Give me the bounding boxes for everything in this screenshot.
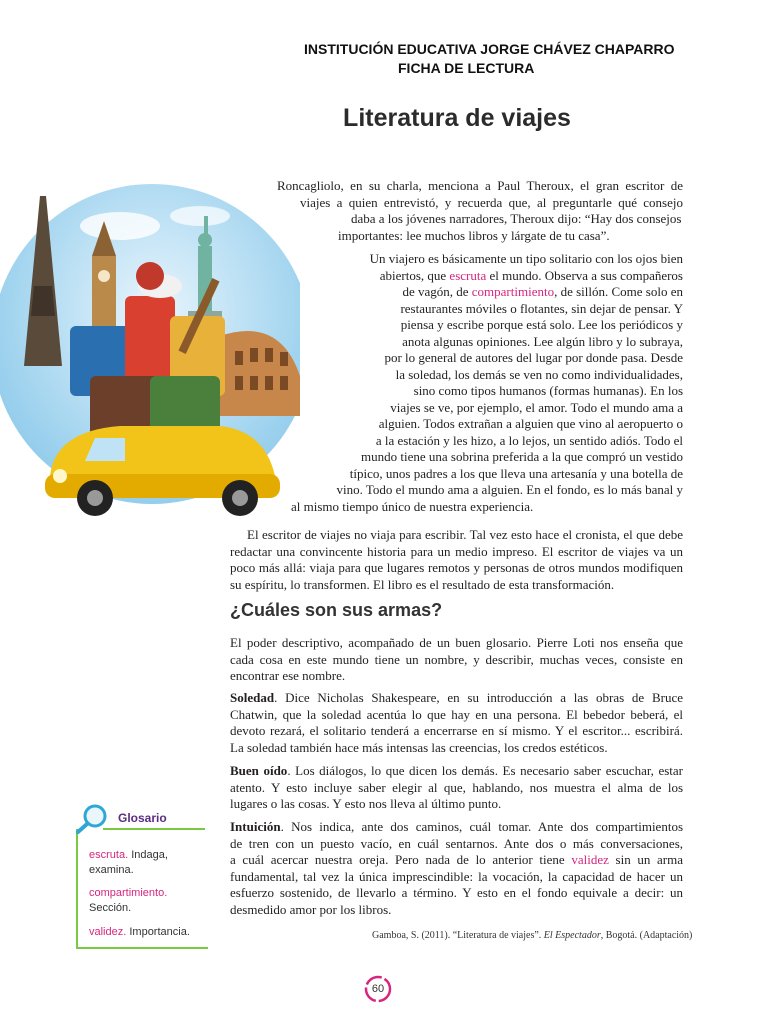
paragraph-line: El poder descriptivo, acompañado de un buen glosario. Pierre Loti nos enseña que bbox=[230, 635, 683, 650]
glossary-entry: validez. Importancia. bbox=[89, 926, 190, 938]
page-number-badge bbox=[364, 975, 392, 1003]
gloss-term-validez: validez bbox=[571, 852, 609, 867]
paragraph-line: desmedido amor por los libros. bbox=[230, 901, 392, 917]
magnifier-icon bbox=[78, 806, 105, 832]
paragraph-line: esfuerzo sostenido, de llevarlo a término. Y esto en el fondo equivale a decir: un bbox=[230, 885, 683, 900]
intro-line: importantes: lee muchos libros y lárgate de tu casa”. bbox=[338, 227, 610, 243]
intuicion-paragraph bbox=[230, 819, 683, 918]
paragraph-line: a cuál acercar nuestra oreja. Pero nada de lo anterior tiene validez sin un arma bbox=[230, 852, 684, 867]
soledad-paragraph bbox=[230, 690, 683, 756]
buen-oido-paragraph bbox=[230, 763, 683, 813]
term-intuicion: Intuición bbox=[230, 819, 281, 834]
paragraph-line: alguien. Todos extrañan a alguien que vino al aeropuerto o bbox=[378, 416, 683, 431]
paragraph-line: restaurantes móviles o flotantes, sin dejar de pensar. Y bbox=[400, 300, 683, 316]
paragraph-line: anota algunas opiniones. Lee algún libro y lo subraya, bbox=[402, 333, 683, 349]
glossary-box bbox=[75, 803, 210, 950]
paragraph-line: Buen oído. Los diálogos, lo que dicen los demás. Es necesario saber escuchar, estar bbox=[230, 763, 683, 778]
gloss-term-compartimiento: compartimiento bbox=[471, 284, 555, 299]
paragraph-line: Chatwin, que la soledad acentúa lo que hay en una persona. El bebedor beberá, el bbox=[230, 706, 683, 722]
intro-line: daba a los jóvenes narradores, Theroux dijo: “Hay dos consejos bbox=[351, 211, 682, 226]
paragraph-line: de vagón, de compartimiento, de sillón. Come solo en bbox=[402, 284, 683, 299]
paragraph-line: atento. Y esto incluye saber elegir al que, hablando, nos muestra el alma de los bbox=[230, 779, 683, 795]
paragraph-line: Soledad. Dice Nicholas Shakespeare, en su introducción a las obras de Bruce bbox=[230, 690, 683, 705]
paragraph-line: vino. Todo el mundo ama a alguien. En el fondo, es lo más banal y bbox=[336, 482, 683, 497]
paragraph-line: abiertos, que escruta el mundo. Observa a sus compañeros bbox=[379, 267, 683, 283]
page-number: 60 bbox=[371, 983, 385, 995]
descriptive-paragraph bbox=[230, 635, 683, 685]
citation: Gamboa, S. (2011). “Literatura de viajes”. El Espectador, Bogotá. (Adaptación) bbox=[372, 930, 693, 941]
paragraph-line: Intuición. Nos indica, ante dos caminos, cuál tomar. Ante dos compartimientos bbox=[230, 819, 683, 834]
paragraph-line: al mismo tiempo único de nuestra experiencia. bbox=[291, 498, 534, 514]
paragraph-line: viajes se ve, por ejemplo, el amor. Todo el mundo ama a bbox=[390, 399, 683, 415]
intro-line: Roncagliolo, en su charla, menciona a Paul Theroux, el gran escritor de bbox=[277, 178, 683, 193]
paragraph-line: mundo tiene una sobrina preferida a la que compró un vestido bbox=[360, 449, 683, 464]
paragraph-line: la soledad, los demás se ven no como individualidades, bbox=[395, 366, 683, 382]
glossary-entry: escruta. Indaga, examina. bbox=[89, 849, 168, 876]
paragraph-line: sino como tipos humanos (formas humanas). En los bbox=[413, 383, 683, 398]
paragraph-line: poco más allá: viaja para que lugares remotos y personas de otros mundos modifiquen bbox=[230, 560, 683, 575]
intro-paragraph bbox=[277, 178, 683, 244]
paragraph-line: encontrar ese nombre. bbox=[230, 668, 346, 683]
paragraph-line: fundamental, tal vez la única imprescindible: la vocación, la capacidad de hacer un bbox=[230, 868, 683, 884]
term-buen-oido: Buen oído bbox=[230, 763, 288, 778]
paragraph-line: devoto rezará, el solitario tenderá a encerrarse en sí mismo. Y el escritor... escribirá. bbox=[230, 723, 683, 738]
paragraph-line: a la estación y les hizo, a lo lejos, un sentido adiós. Todo el bbox=[375, 432, 683, 448]
writer-paragraph bbox=[230, 527, 683, 593]
term-soledad: Soledad bbox=[230, 690, 275, 705]
school-name: INSTITUCIÓN EDUCATIVA JORGE CHÁVEZ CHAPARRO bbox=[304, 41, 675, 57]
gloss-term-escruta: escruta bbox=[449, 267, 487, 283]
glossary-entry: compartimiento. Sección. bbox=[89, 887, 168, 914]
intro-line: viajes a quien entrevistó, y recuerda que, al preguntarle qué consejo bbox=[300, 194, 683, 210]
paragraph-line: por lo general de autores del lugar por donde pasa. Desde bbox=[384, 350, 683, 365]
paragraph-line: La soledad también hace más intensas las creencias, los credos estéticos. bbox=[230, 739, 608, 755]
paragraph-line: lugares o las cosas. Y esto nos lleva al último punto. bbox=[230, 796, 502, 811]
paragraph-line: típico, unos padres a los que lleva una artesanía y una botella de bbox=[349, 465, 683, 481]
section-heading: ¿Cuáles son sus armas? bbox=[230, 600, 443, 620]
sheet-title: FICHA DE LECTURA bbox=[398, 60, 535, 76]
paragraph-line: su espíritu, lo transformen. El libro es el resultado de esta transformación. bbox=[230, 576, 615, 592]
paragraph-line: piensa y escribe porque está solo. Lee los periódicos y bbox=[400, 317, 683, 332]
traveler-paragraph bbox=[232, 251, 683, 515]
paragraph-line: de tren con un puesto vacío, en cuál sentarnos. Ante dos o más conversaciones, bbox=[230, 835, 683, 851]
paragraph-line: Un viajero es básicamente un tipo solitario con los ojos bien bbox=[369, 251, 683, 266]
glossary-title: Glosario bbox=[118, 811, 167, 825]
paragraph-line: cada cosa en este mundo tiene un nombre, y describir, muchas veces, consiste en bbox=[230, 651, 683, 667]
paragraph-line: El escritor de viajes no viaja para escribir. Tal vez esto hace el cronista, el que debe bbox=[247, 527, 683, 542]
paragraph-line: redactar una convincente historia para un medio impreso. El escritor de viajes va un bbox=[230, 543, 683, 559]
page-title: Literatura de viajes bbox=[343, 104, 571, 132]
